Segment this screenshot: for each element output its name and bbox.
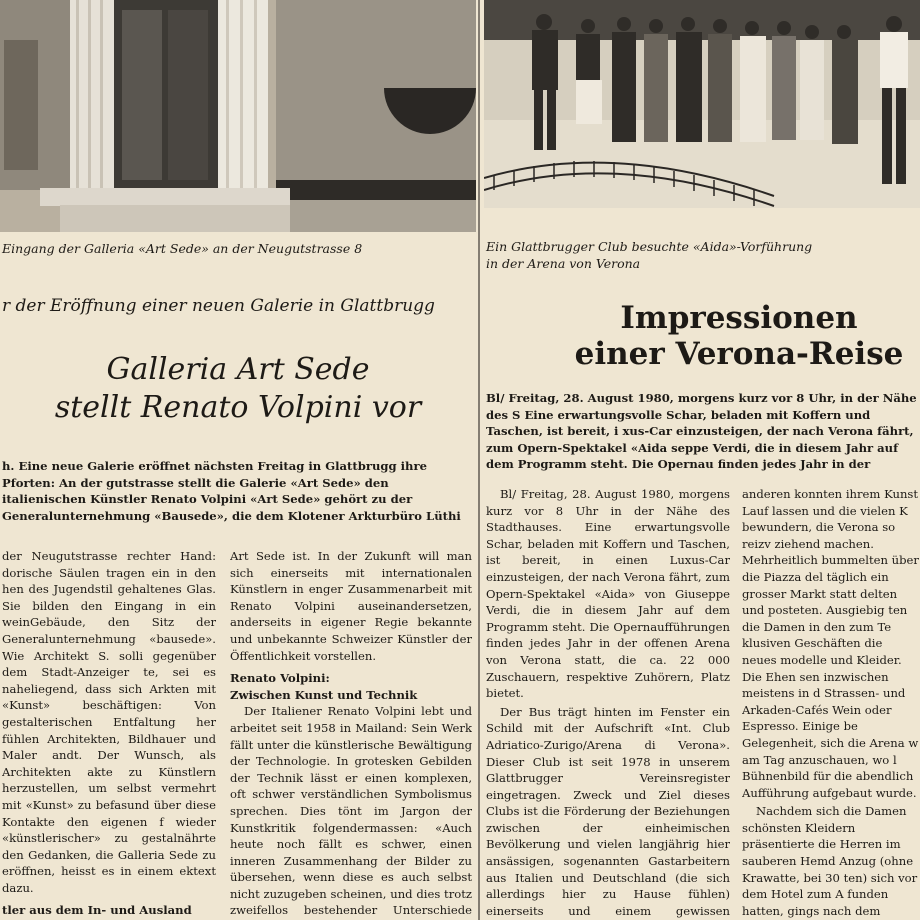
gallery-col2-paragraph1: Art Sede ist. In der Zukunft will man sich einerseits mit internationalen Künstlern in enger Zusammenarbeit mit Renato Volpini auseinandersetzen, anderseits in eigener Regie bekannte und unbekannte Schweizer Künstler der Öffentlichkeit vorstellen. bbox=[230, 549, 472, 663]
gallery-column-1 bbox=[2, 548, 216, 920]
gallery-headline-line1: Galleria Art Sede bbox=[106, 352, 370, 387]
gallery-col1-subheading: tler aus dem In- und Ausland bbox=[2, 903, 192, 918]
gallery-photo-caption: Eingang der Galleria «Art Sede» an der Neugutstrasse 8 bbox=[2, 241, 363, 256]
club-group-photo bbox=[484, 0, 920, 208]
verona-lead: Bl/ Freitag, 28. August 1980, morgens kurz vor 8 Uhr, in der Nähe des S Eine erwartungsvolle Schar, beladen mit Koffern und Taschen, ist bereit, i xus-Car einzusteigen, der nach Verona fährt, zum Opern-Spektakel «Aida seppe Verdi, die in diesem Jahr auf dem Programm steht. Die Opernau finden jedes Jahr in der bbox=[486, 391, 917, 472]
verona-col1-paragraph2: Der Bus trägt hinten im Fenster ein Schild mit der Aufschrift «Int. Club Adriatico-Zurigo/Arena di Verona». Dieser Club ist seit 1978 in unserem Glattbrugger Vereinsregister eingetragen. Zweck und Ziel dieses Clubs ist die Förderung der Beziehungen zwischen der einheimischen Bevölkerung und vielen langjährig hier ansässigen, sogenannten Gastarbeitern aus Italien und Deutschland (die sich allerdings hier zu Hause fühlen) einerseits und einem gewissen bbox=[486, 704, 730, 918]
gallery-col2-subheading1: Renato Volpini: bbox=[230, 671, 330, 686]
gallery-col1-paragraph1: der Neugutstrasse rechter Hand: dorische Säulen tragen ein in den hen des Jugendstil gehaltenes Glas. Sie bilden den Eingang in ein weinGebäude, den Sitz der Generalunternehmung «bausede». Wie Architekt S. solli gegenüber dem Stadt-Anzeiger te, sei es naheliegend, dass sich Arkten mit «Kunst» beschäftigen: Von gestalterischen Entfaltung her fühlen Architekten, Bildhauer und Maler andt. Der Wunsch, als Architekten akte zu Künstlern herzustellen, um selbst vermehrt mit «Kunst» zu befasund über diese Kontakte den eigenen f wieder «künstlerischer» zu gestalnährte den Gedanken, die Galleria Sede zu eröffnen, heisst es in einem ektext dazu. bbox=[2, 549, 216, 895]
gallery-entrance-photo bbox=[0, 0, 476, 232]
club-photo-caption-line1: Ein Glattbrugger Club besuchte «Aida»-Vorführung bbox=[486, 239, 813, 254]
verona-column-2 bbox=[742, 486, 920, 920]
column-divider bbox=[478, 0, 480, 920]
club-photo-caption-line2: in der Arena von Verona bbox=[486, 256, 641, 271]
gallery-lead: h. Eine neue Galerie eröffnet nächsten Freitag in Glattbrugg ihre Pforten: An der gutstrasse stellt die Galerie «Art Sede» den italienischen Künstler Renato Volpini «Art Sede» gehört zu der Generalunternehmung «Bausede», die dem Klotener Arkturbüro Lüthi bbox=[2, 459, 461, 523]
gallery-column-2 bbox=[230, 548, 472, 920]
gallery-col2-subheading2: Zwischen Kunst und Technik bbox=[230, 687, 418, 702]
gallery-kicker: r der Eröffnung einer neuen Galerie in Glattbrugg bbox=[2, 296, 435, 316]
verona-column-1 bbox=[486, 486, 730, 920]
verona-headline-line2: einer Verona-Reise bbox=[574, 336, 904, 372]
verona-col2-paragraph1: anderen konnten ihrem Kunst Lauf lassen und die vielen K bewundern, die Verona so reizv ziehend machen. Mehrheitlich bummelten über die Piazza del täglich ein grosser Markt statt delten und posteten. Ausgiebig ten die Damen in den zum Te klusiven Geschäften die neues modelle und Kleider. Die Ehen sen inzwischen meistens in d Strassen- und Arkaden-Cafés Wein oder Espresso. Einige be Gelegenheit, sich die Arena w am Tag anzuschauen, wo l Bühnenbild für die abendlich Aufführung aufgebaut wurde. bbox=[742, 487, 919, 800]
verona-headline-line1: Impressionen bbox=[620, 300, 858, 336]
gallery-headline-line2: stellt Renato Volpini vor bbox=[54, 390, 422, 425]
verona-col2-paragraph2: Nachdem sich die Damen schönsten Kleidern präsentierte die Herren im sauberen Hemd Anzug (ohne Krawatte, bei 30 ten) sich vor dem Hotel zum A funden hatten, gings nach dem bbox=[742, 804, 918, 918]
verona-col1-paragraph1: Bl/ Freitag, 28. August 1980, morgens kurz vor 8 Uhr in der Nähe des Stadthauses. Eine erwartungsvolle Schar, beladen mit Koffern und Taschen, ist bereit, in einen Luxus-Car einzusteigen, der nach Verona fährt, zum Opern-Spektakel «Aida» von Giuseppe Verdi, die in diesem Jahr auf dem Programm steht. Die Opernaufführungen finden jedes Jahr in der offenen Arena von Verona statt, die ca. 22 000 Zuschauern, respektive Zuhörern, Platz bietet. bbox=[486, 487, 730, 701]
gallery-col2-paragraph2: Der Italiener Renato Volpini lebt und arbeitet seit 1958 in Mailand: Sein Werk fällt unter die künstlerische Bewältigung der Technologie. In grotesken Gebilden der Technik lässt er einen komplexen, oft schwer verständlichen Symbolismus sprechen. Dies tönt im Jargon der Kunstkritik folgendermassen: «Auch heute noch fällt es schwer, einen inneren Zusammenhang der Bilder zu übersehen, wenn diese es auch selbst nicht zuzugeben scheinen, und dies trotz zweifellos bestehender Unterschiede bbox=[230, 704, 472, 918]
